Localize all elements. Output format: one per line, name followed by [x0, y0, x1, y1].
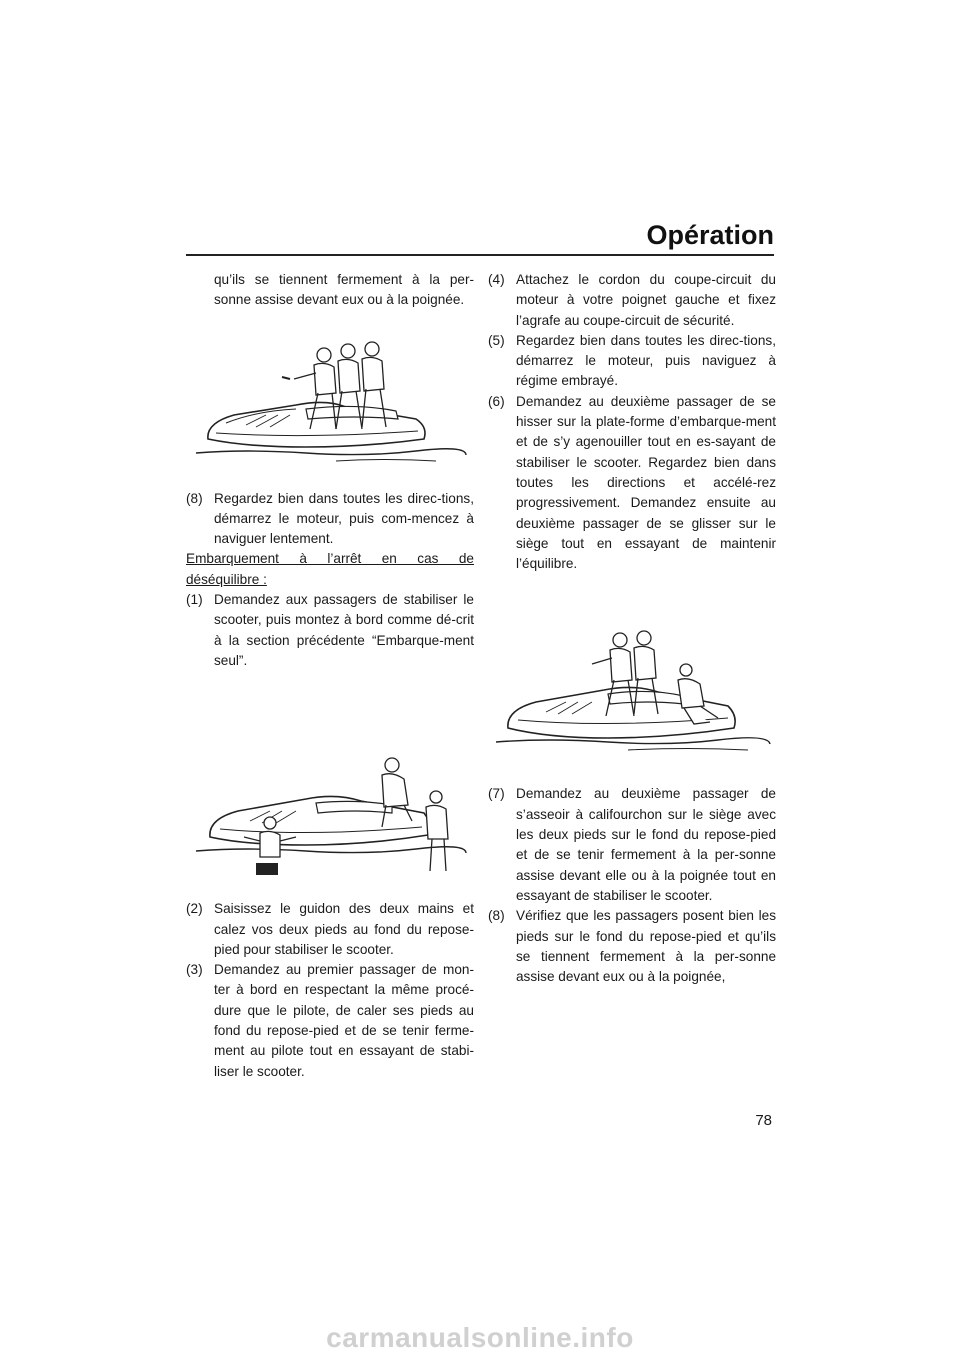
left-column [186, 270, 474, 1082]
boarding-from-water-illustration [186, 701, 474, 891]
step-8-left: (8) Regardez bien dans toutes les direc-tions, démarrez le moteur, puis com-mencez à naviguer lentement. [186, 490, 474, 547]
header-divider [186, 254, 774, 256]
watermark: carmanualsonline.info [326, 1322, 634, 1353]
section-subheading-cont: déséquilibre : [186, 571, 267, 587]
step-3: (3) Demandez au premier passager de mon-ter à bord en respectant la même procé-dure que le pilote, de caler ses pieds au fond du repose-pied et de se tenir ferme-ment au pilote tout en essayant de stabi-liser le scooter. [186, 962, 474, 1079]
page-number: 78 [755, 1112, 772, 1129]
step-5: (5) Regardez bien dans toutes les direc-tions, démarrez le moteur, puis naviguez à régime embrayé. [488, 332, 776, 389]
right-column [488, 270, 776, 987]
page-title: Opération [646, 220, 774, 250]
kneeling-passenger-illustration [488, 600, 776, 770]
step-8-right: (8) Vérifiez que les passagers posent bien les pieds sur le fond du repose-pied et qu’ils se tiennent fermement à la per-sonne assise devant eux ou à la poignée, [488, 908, 776, 985]
three-riders-illustration [186, 311, 474, 481]
step-6: (6) Demandez au deuxième passager de se hisser sur la plate-forme d’embarque-ment et de s’y agenouiller tout en es-sayant de stabiliser le scooter. Regardez bien dans toutes les directions et accélé-rez progressivement. Demandez ensuite au deuxième passager de se glisser sur le siège tout en essayant de maintenir l’équilibre. [488, 393, 776, 572]
step-4: (4) Attachez le cordon du coupe-circuit du moteur à votre poignet gauche et fixez l’agrafe au coupe-circuit de sécurité. [488, 272, 776, 328]
step-1: (1) Demandez aux passagers de stabiliser le scooter, puis montez à bord comme dé-crit à la section précédente “Embarque-ment seul”. [186, 592, 474, 668]
step-7: (7) Demandez au deuxième passager de s’asseoir à califourchon sur le siège avec les deux pieds sur le fond du repose-pied et de se tenir fermement à la per-sonne assise devant elle ou à la poignée tout en essayant de stabiliser le scooter. [488, 786, 776, 903]
continuation-paragraph: qu’ils se tiennent fermement à la per-sonne assise devant eux ou à la poignée. [214, 272, 474, 308]
step-2: (2) Saisissez le guidon des deux mains et calez vos deux pieds au fond du repose-pied pour stabiliser le scooter. [186, 901, 474, 957]
section-subheading: Embarquement à l’arrêt en cas de [186, 551, 474, 567]
